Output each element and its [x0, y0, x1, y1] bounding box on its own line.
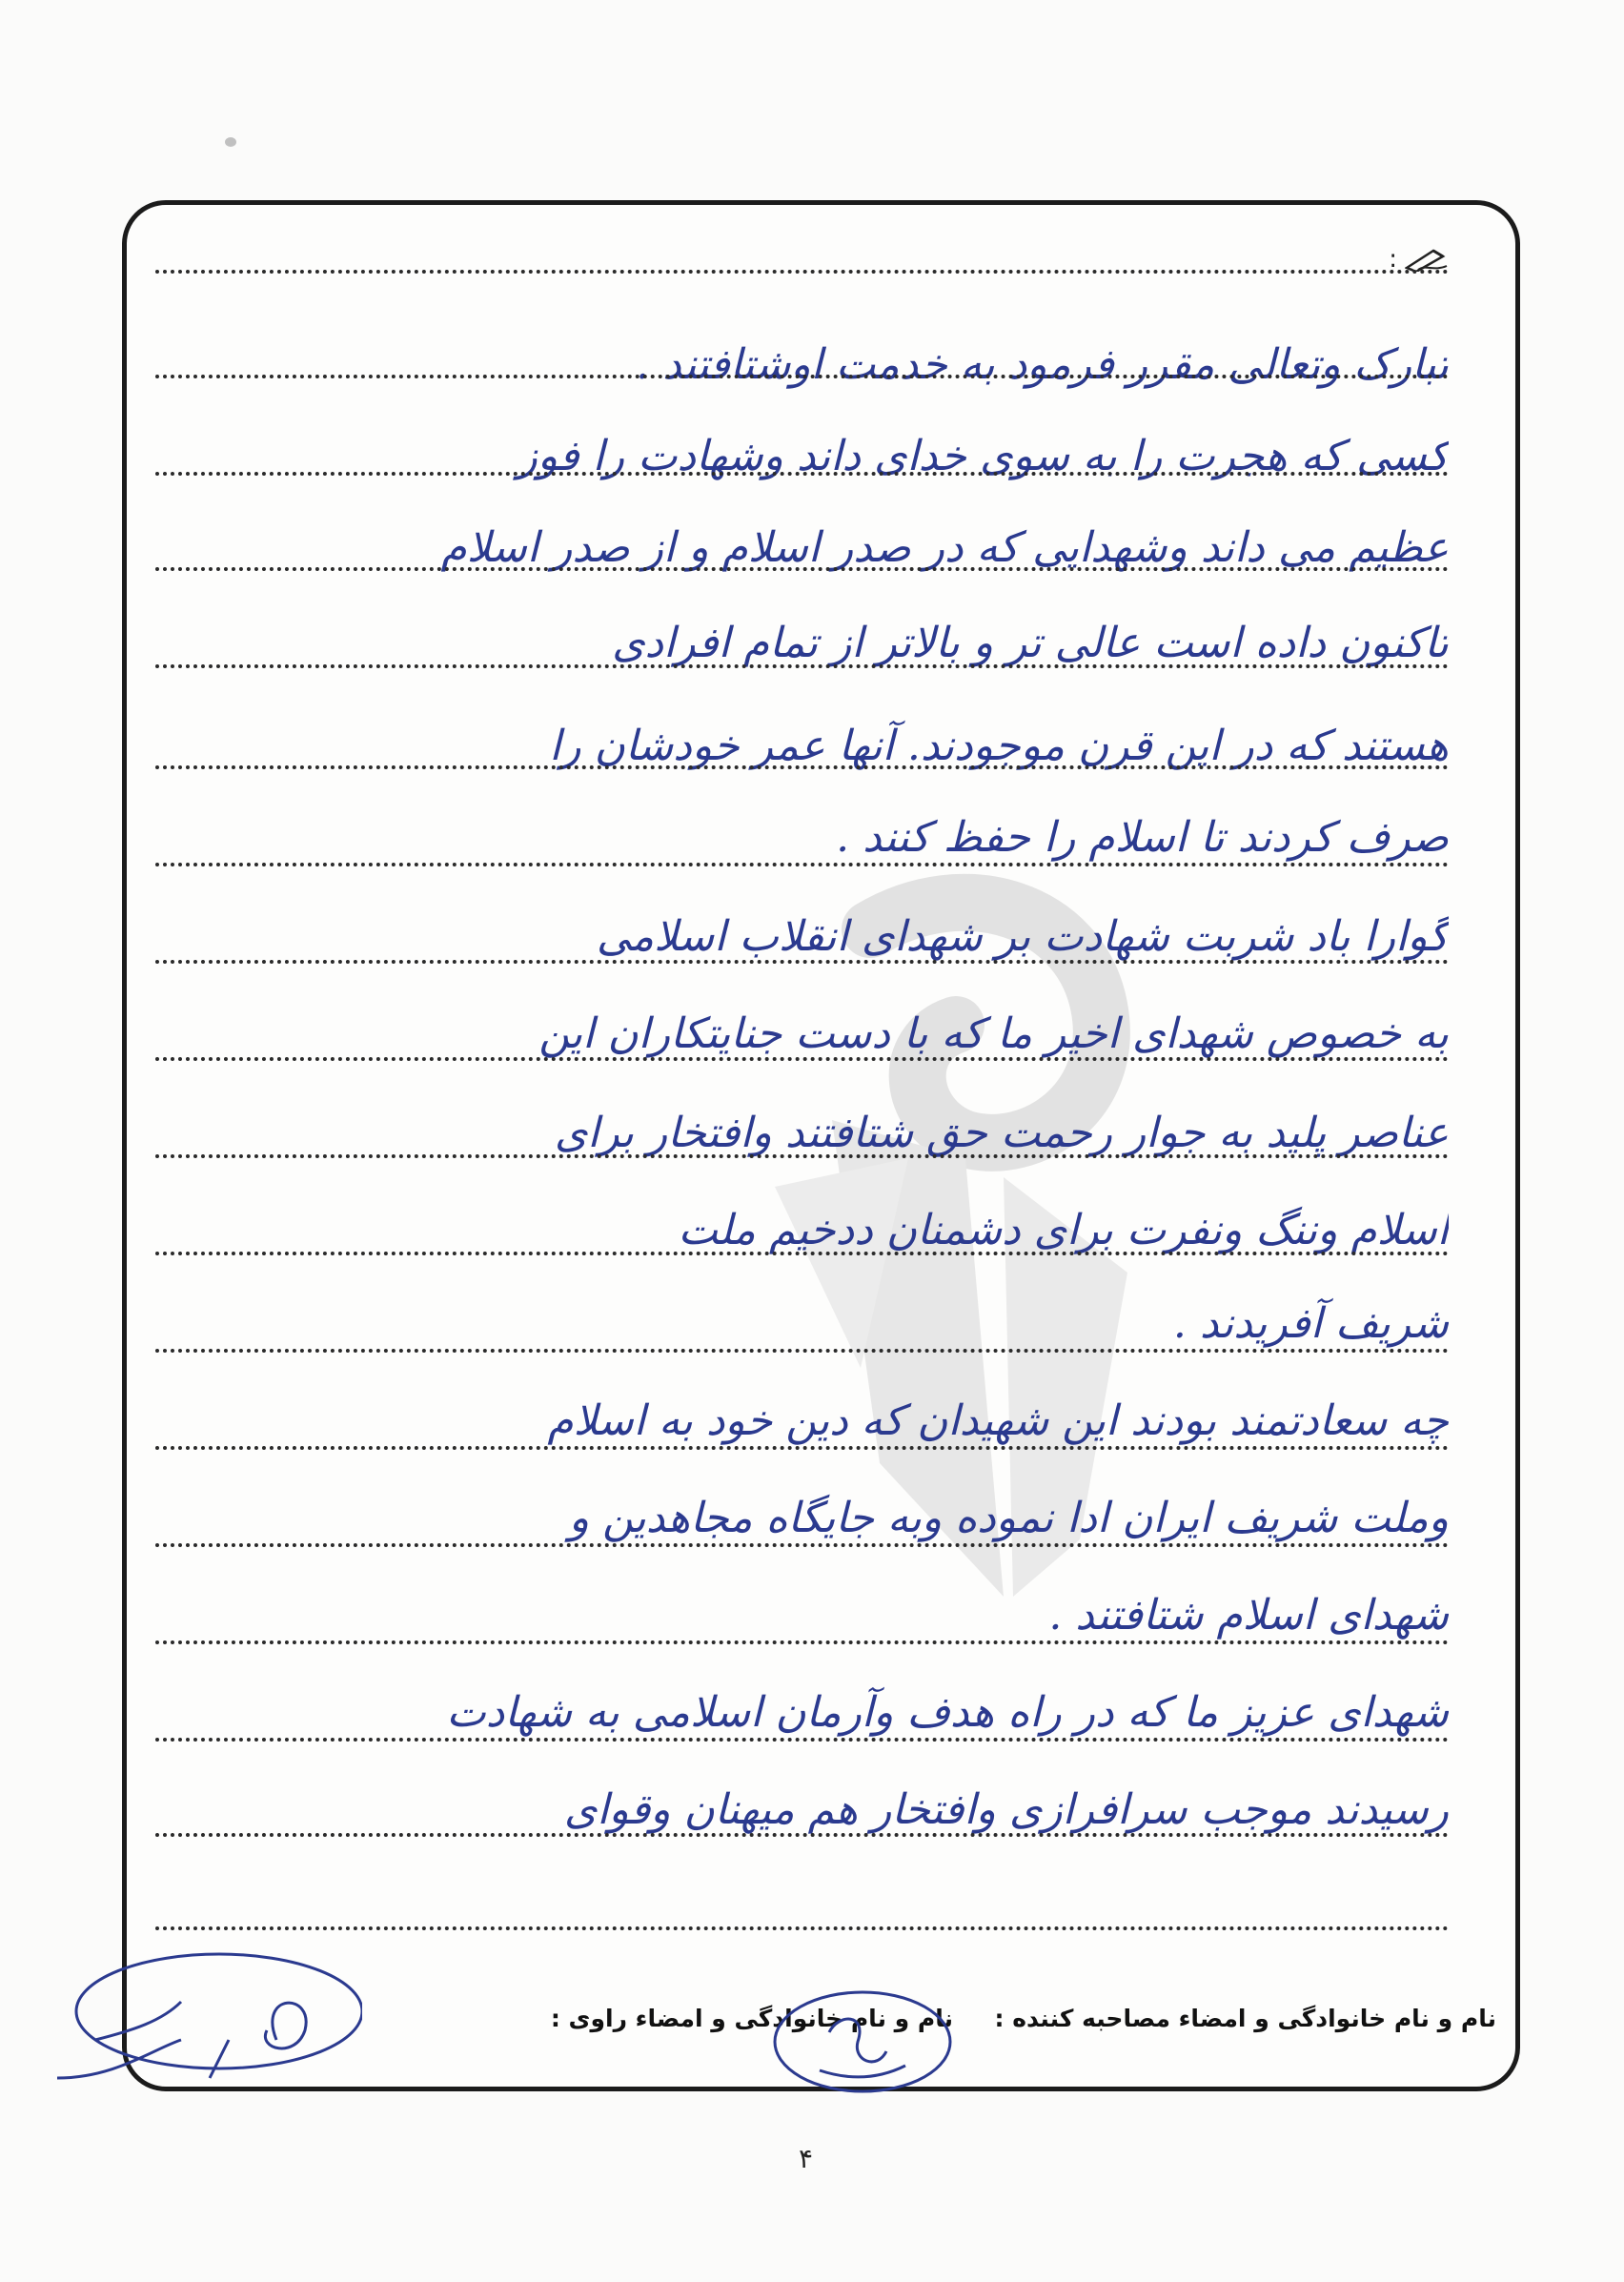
narrator-signature	[762, 1975, 963, 2128]
ruled-area	[155, 205, 1449, 2087]
handwritten-line: گوارا باد شربت شهادت بر شهدای انقلاب اسلامی	[596, 912, 1449, 961]
ruled-line	[155, 1057, 1449, 1061]
handwritten-line: رسیدند موجب سرافرازی وافتخار هم میهنان وقوای	[563, 1785, 1449, 1834]
narrator-signature-label: نام و نام خانوادگی و امضاء راوی :	[550, 2005, 953, 2032]
ruled-line	[155, 863, 1449, 866]
ruled-line	[155, 1738, 1449, 1742]
ruled-line	[155, 1349, 1449, 1353]
ruled-line	[155, 664, 1449, 668]
ruled-line	[155, 1446, 1449, 1450]
handwritten-line: عناصر پلید به جوار رحمت حق شتافتند وافتخار برای	[554, 1109, 1449, 1157]
handwritten-line: چه سعادتمند بودند این شهیدان که دین خود به اسلام	[547, 1396, 1449, 1445]
handwritten-line: اسلام وننگ ونفرت برای دشمنان ددخیم ملت	[678, 1206, 1449, 1254]
handwritten-line: تبارک وتعالی مقرر فرمود به خدمت اوشتافتند .	[636, 340, 1449, 389]
ruled-line	[155, 472, 1449, 476]
handwritten-line: شهدای عزیز ما که در راه هدف وآرمان اسلامی به شهادت	[446, 1688, 1449, 1737]
stray-mark	[225, 137, 236, 147]
handwritten-line: تاکنون داده است عالی تر و بالاتر از تمام افرادی	[612, 619, 1449, 667]
interviewer-signature	[38, 1935, 362, 2126]
handwritten-line: هستند که در این قرن موجودند. آنها عمر خودشان را	[549, 722, 1449, 770]
ruled-line	[155, 1926, 1449, 1930]
handwritten-line: شهدای اسلام شتافتند .	[1048, 1591, 1449, 1640]
ruled-line	[155, 765, 1449, 769]
ruled-line	[155, 1252, 1449, 1255]
handwritten-line: عظیم می داند وشهدایی که در صدر اسلام و از صدر اسلام	[440, 523, 1449, 572]
ruled-line	[155, 567, 1449, 571]
interviewer-signature-label: نام و نام خانوادگی و امضاء مصاحبه کننده :	[994, 2005, 1496, 2032]
ruled-line	[155, 1154, 1449, 1158]
handwritten-line: وملت شریف ایران ادا نموده وبه جایگاه مجاهدین و	[568, 1494, 1449, 1542]
header-colon: :	[1389, 245, 1397, 274]
handwritten-line: شریف آفریدند .	[1172, 1299, 1449, 1348]
handwritten-line: کسی که هجرت را به سوی خدای داند وشهادت را فوز	[517, 432, 1449, 480]
ruled-line	[155, 270, 1449, 274]
handwritten-line: به خصوص شهدای اخیر ما که با دست جنایتکاران این	[538, 1009, 1449, 1058]
handwritten-line: صرف کردند تا اسلام را حفظ کنند .	[836, 813, 1449, 862]
ruled-line	[155, 1543, 1449, 1547]
page-frame	[122, 200, 1520, 2091]
ruled-line	[155, 960, 1449, 964]
ruled-line	[155, 1833, 1449, 1837]
ruled-line	[155, 375, 1449, 378]
ruled-line	[155, 1640, 1449, 1644]
page-number: ۴	[799, 2143, 814, 2174]
